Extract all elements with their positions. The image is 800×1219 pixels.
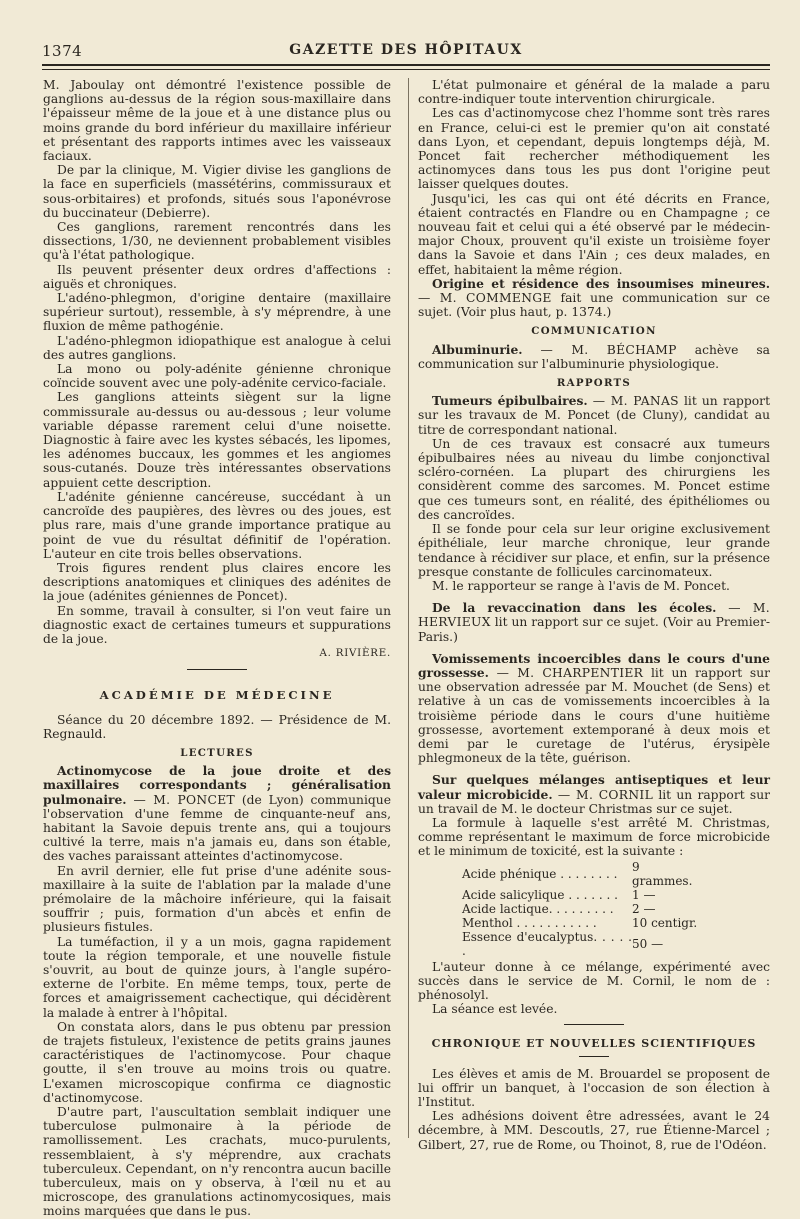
article-text: lit un rapport sur une observation adressée par M. Mouchet (de Sens) et relative à un cas de vomissements incoercibles à la troisième période dans le cours d'une huitième grossesse, avortement extemporané à deux mois et demi par le curetage de l'utérus, érysipèle phlegmoneux de la tête, guérison. <box>418 665 770 766</box>
article-text: lit un rapport sur les travaux de M. Poncet (de Cluny), candidat au titre de correspondant national. <box>418 394 771 437</box>
paragraph: M. le rapporteur se range à l'avis de M. Poncet. <box>432 578 730 593</box>
article-heading: Albuminurie. <box>432 341 523 357</box>
page-number: 1374 <box>42 42 83 60</box>
paragraph: Un de ces travaux est consacré aux tumeurs épibulbaires nées au niveau du limbe conjonctival scléro-cornéen. La plupart des chirurgiens les considèrent comme des sarcomes. M. Poncet estime que ces tumeurs sont, en réalité, des épithéliomes ou des cancroïdes. <box>418 436 770 522</box>
table-row <box>462 888 702 902</box>
formula-table <box>462 860 702 958</box>
article-author: — M. BÉCHAMP <box>540 342 677 357</box>
header-rule-thin <box>42 69 770 70</box>
paragraph <box>418 601 770 644</box>
article-text: achève sa communication sur l'albuminurie physiologique. <box>418 342 770 371</box>
table-row <box>462 916 702 930</box>
table-row <box>462 860 702 888</box>
paragraph: Ils peuvent présenter deux ordres d'affections : aiguës et chroniques. <box>43 262 391 291</box>
formula-ingredient: Acide phénique . . . . . . . . <box>462 866 618 881</box>
paragraph: L'état pulmonaire et général de la malade a paru contre-indiquer toute intervention chirurgicale. <box>418 78 770 107</box>
paragraph: L'adéno-phlegmon idiopathique est analogue à celui des autres ganglions. <box>43 333 391 362</box>
section-divider <box>187 669 247 670</box>
article-heading: Tumeurs épibulbaires. <box>432 393 588 409</box>
sub-title: RAPPORTS <box>556 377 632 390</box>
header-rule <box>42 64 770 66</box>
formula-ingredient: Acide salicylique . . . . . . . <box>462 887 618 902</box>
paragraph: L'adéno-phlegmon, d'origine dentaire (maxillaire supérieur surtout), ressemble, à s'y méprendre, à une fluxion de même pathogénie. <box>43 291 391 334</box>
formula-ingredient: Essence d'eucalyptus. . . . . . <box>462 929 632 958</box>
paragraph <box>418 652 770 766</box>
right-column <box>418 78 770 1152</box>
article-author: — M. HERVIEUX <box>418 601 770 630</box>
paragraph: En avril dernier, elle fut prise d'une adénite sous-maxillaire à la suite de l'ablation par la malade d'une prémolaire de la mâchoire inférieure, qui la faisait souffrir ; puis, formation d'un abcès et enfin de plusieurs fistules. <box>43 863 391 935</box>
paragraph: Les élèves et amis de M. Brouardel se proposent de lui offrir un banquet, à l'occasion de son élection à l'Institut. <box>418 1066 770 1109</box>
paragraph <box>418 394 770 437</box>
formula-quantity: 2 — <box>632 901 656 916</box>
paragraph: Il se fonde pour cela sur leur origine exclusivement épithéliale, leur marche chronique, leur grande tendance à récidiver sur place, et enfin, sur la présence presque constante de follicules carcinomateux. <box>418 522 770 579</box>
article-author: — M. PANAS <box>592 394 679 409</box>
article-author: — M. CORNIL <box>557 787 654 802</box>
paragraph <box>418 343 770 371</box>
paragraph: Les ganglions atteints siègent sur la ligne commissurale au-dessus ou au-dessous ; leur volume variable dépasse rarement celui d'une noisette. Diagnostic à faire avec les kystes sébacés, les lipomes, les adénomes buccaux, les gommes et les angiomes sous-cutanés. Douze très intéressantes observations appuient cette description. <box>43 390 391 490</box>
page-header <box>42 40 770 66</box>
article-heading: De la revaccination dans les écoles. <box>432 600 717 616</box>
section-title: ACADÉMIE DE MÉDECINE <box>99 688 335 703</box>
section-divider-small <box>579 1056 609 1057</box>
paragraph: L'adénite génienne cancéreuse, succédant à un cancroïde des paupières, des lèvres ou des joues, est plus rare, mais d'une grande importance pratique au point de vue du résultat définitif de l'opération. L'auteur en cite trois belles observations. <box>43 489 391 561</box>
paragraph: La mono ou poly-adénite génienne chronique coïncide souvent avec une poly-adénite cervico-faciale. <box>43 362 391 391</box>
formula-ingredient: Menthol . . . . . . . . . . . <box>462 915 597 930</box>
article-heading: Actinomycose de la joue droite et des maxillaires correspondants ; généralisation pulmonaire. <box>43 763 391 807</box>
paragraph: M. Jaboulay ont démontré l'existence possible de ganglions au-dessus de la région sous-maxillaire dans l'épaisseur même de la joue et à une distance plus ou moins grande du bord inférieur du maxillaire inférieur et présentant des rapports intimes avec les vaisseaux faciaux. <box>43 78 391 164</box>
article-author: — M. COMMENGE <box>418 291 552 306</box>
paragraph: De par la clinique, M. Vigier divise les ganglions de la face en superficiels (massétérins, commissuraux et sous-orbitaires) et profonds, situés sous l'aponévrose du buccinateur (Debierre). <box>43 163 391 220</box>
seance-line: Séance du 20 décembre 1892. — Présidence de M. Regnauld. <box>43 712 391 741</box>
paragraph: D'autre part, l'auscultation semblait indiquer une tuberculose pulmonaire à la période de ramollissement. Les crachats, muco-purulents, ressemblaient, à s'y méprendre, aux crachats tuberculeux. Cependant, on n'y rencontra aucun bacille tuberculeux, mais on y observa, à l'œil nu et au microscope, des granulations actinomycosiques, mais moins marquées que dans le pus. <box>43 1105 391 1219</box>
article-text: (de Lyon) communique l'observation d'une femme de cinquante-neuf ans, habitant la Savoie depuis trente ans, qui a toujours cultivé la terre, mais n'a jamais eu, dans son étable, des vaches paraissant atteintes d'actinomycose. <box>43 792 391 864</box>
paragraph: La tuméfaction, il y a un mois, gagna rapidement toute la région temporale, et une nouvelle fistule s'ouvrit, au bout de quinze jours, à l'angle supéro-externe de l'orbite. En même temps, toux, perte de forces et amaigrissement cachectique, qui décidèrent la malade à entrer à l'hôpital. <box>43 934 391 1020</box>
left-column <box>43 78 391 1219</box>
paragraph: La formule à laquelle s'est arrêté M. Christmas, comme représentant le maximum de force microbicide et le minimum de toxicité, est la suivante : <box>418 815 770 859</box>
sub-title: LECTURES <box>180 746 254 759</box>
formula-quantity: 9 grammes. <box>632 859 693 888</box>
paragraph: Jusqu'ici, les cas qui ont été décrits en France, étaient contractés en Flandre ou en Champagne ; ce nouveau fait et celui qui a été observé par le médecin-major Choux, prouvent qu'il existe un troisième foyer dans la Savoie et dans l'Ain ; ces deux malades, en effet, habitaient la même région. <box>418 191 770 277</box>
paragraph <box>418 773 770 816</box>
article-heading: Vomissements incoercibles dans le cours d'une grossesse. <box>418 650 770 680</box>
formula-quantity: 10 centigr. <box>632 915 698 930</box>
article-text: lit un rapport sur ce sujet. (Voir au Premier-Paris.) <box>418 615 770 644</box>
article-text: lit un rapport sur un travail de M. le docteur Christmas sur ce sujet. <box>418 787 770 816</box>
formula-quantity: 1 — <box>632 887 656 902</box>
article-text: fait une communication sur ce sujet. (Voir plus haut, p. 1374.) <box>418 291 770 320</box>
paragraph: L'auteur donne à ce mélange, expérimenté avec succès dans le service de M. Cornil, le nom de : phénosolyl. <box>418 959 770 1002</box>
article-author: — M. PONCET <box>133 792 235 807</box>
table-row <box>462 902 702 916</box>
signature: A. RIVIÈRE. <box>319 648 391 660</box>
journal-title: GAZETTE DES HÔPITAUX <box>289 42 523 58</box>
sub-title: COMMUNICATION <box>531 325 657 338</box>
table-row <box>462 930 702 958</box>
article-heading: Sur quelques mélanges antiseptiques et leur valeur microbicide. <box>418 772 770 802</box>
paragraph: Ces ganglions, rarement rencontrés dans les dissections, 1/30, ne deviennent probablement visibles qu'à l'état pathologique. <box>43 220 391 263</box>
paragraph: Trois figures rendent plus claires encore les descriptions anatomiques et cliniques des adénites de la joue (adénites géniennes de Poncet). <box>43 560 391 604</box>
paragraph <box>43 764 391 863</box>
paragraph: En somme, travail à consulter, si l'on veut faire un diagnostic exact de certaines tumeurs et suppurations de la joue. <box>43 603 391 646</box>
paragraph: La séance est levée. <box>432 1002 558 1017</box>
section-title: CHRONIQUE ET NOUVELLES SCIENTIFIQUES <box>431 1037 757 1051</box>
paragraph: Les adhésions doivent être adressées, avant le 24 décembre, à MM. Descoutls, 27, rue Étienne-Marcel ; Gilbert, 27, rue de Rome, ou Thoinot, 8, rue de l'Odéon. <box>418 1109 770 1152</box>
paragraph: On constata alors, dans le pus obtenu par pression de trajets fistuleux, l'existence de petits grains jaunes caractéristiques de l'actinomycose. Pour chaque goutte, il s'en trouve au moins trois ou quatre. L'examen microscopique confirma ce diagnostic d'actinomycose. <box>43 1019 391 1105</box>
column-divider <box>408 78 409 1138</box>
article-author: — M. CHARPENTIER <box>496 665 644 680</box>
formula-quantity: 50 — <box>632 936 664 951</box>
formula-ingredient: Acide lactique. . . . . . . . . <box>462 901 614 916</box>
section-divider <box>564 1024 624 1025</box>
paragraph: Les cas d'actinomycose chez l'homme sont très rares en France, celui-ci est le premier qu'on ait constaté dans Lyon, et cependant, depuis longtemps déjà, M. Poncet fait rechercher méthodiquement les actinomyces dans tous les pus dont l'origine peut laisser quelques doutes. <box>418 106 770 192</box>
paragraph <box>418 277 770 320</box>
article-heading: Origine et résidence des insoumises mineures. <box>432 275 770 291</box>
